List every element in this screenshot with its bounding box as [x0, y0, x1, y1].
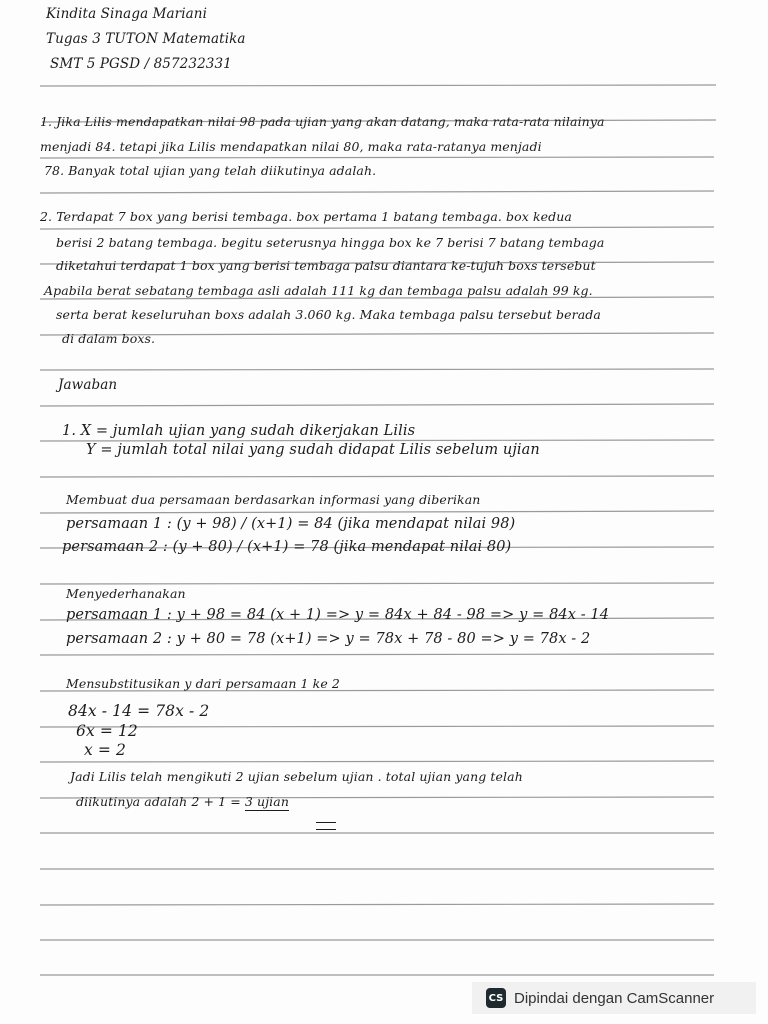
question-2-line-4: Apabila berat sebatang tembaga asli adalah 111 kg dan tembaga palsu adalah 99 kg.	[44, 283, 593, 298]
camscanner-text: Dipindai dengan CamScanner	[514, 989, 715, 1007]
semester-and-id: SMT 5 PGSD / 857232331	[50, 56, 232, 72]
question-2-line-1: 2. Terdapat 7 box yang berisi tembaga. box pertama 1 batang tembaga. box kedua	[40, 209, 572, 224]
question-1-line-3: 78. Banyak total ujian yang telah diikutinya adalah.	[44, 163, 377, 178]
simplify-equation-2: persamaan 2 : y + 80 = 78 (x+1) => y = 78x + 78 - 80 => y = 78x - 2	[66, 631, 591, 647]
substitute-heading: Mensubstitusikan y dari persamaan 1 ke 2	[66, 676, 340, 691]
conclusion-line-2	[76, 794, 289, 809]
question-2-line-6: di dalam boxs.	[62, 331, 156, 346]
double-underline-mark	[316, 822, 336, 830]
equation-1: persamaan 1 : (y + 98) / (x+1) = 84 (jika mendapat nilai 98)	[66, 516, 516, 532]
final-answer: 3 ujian	[244, 794, 289, 809]
simplify-equation-1: persamaan 1 : y + 98 = 84 (x + 1) => y = 84x + 84 - 98 => y = 84x - 14	[66, 607, 610, 623]
definition-y: Y = jumlah total nilai yang sudah didapat Lilis sebelum ujian	[86, 442, 540, 458]
substitute-step-2: 6x = 12	[76, 722, 138, 740]
substitute-step-3: x = 2	[84, 741, 126, 759]
question-2-line-2: berisi 2 batang tembaga. begitu seterusnya hingga box ke 7 berisi 7 batang tembaga	[56, 235, 605, 250]
question-1-line-2: menjadi 84. tetapi jika Lilis mendapatkan nilai 80, maka rata-ratanya menjadi	[40, 139, 542, 154]
question-2-line-5: serta berat keseluruhan boxs adalah 3.060 kg. Maka tembaga palsu tersebut berada	[56, 307, 601, 322]
substitute-step-1: 84x - 14 = 78x - 2	[68, 702, 210, 720]
question-2-line-3: diketahui terdapat 1 box yang berisi tembaga palsu diantara ke-tujuh boxs tersebut	[56, 258, 596, 273]
simplify-heading: Menyederhanakan	[66, 586, 186, 601]
conclusion-line-1: Jadi Lilis telah mengikuti 2 ujian sebelum ujian . total ujian yang telah	[70, 769, 523, 784]
equations-intro: Membuat dua persamaan berdasarkan informasi yang diberikan	[66, 492, 481, 507]
question-1-line-1: 1. Jika Lilis mendapatkan nilai 98 pada ujian yang akan datang, maka rata-rata nilainya	[40, 114, 605, 129]
definition-x: 1. X = jumlah ujian yang sudah dikerjakan Lilis	[62, 423, 416, 439]
camscanner-logo-icon: CS	[486, 988, 506, 1008]
answer-heading: Jawaban	[58, 377, 118, 393]
equation-2: persamaan 2 : (y + 80) / (x+1) = 78 (jika mendapat nilai 80)	[62, 539, 512, 555]
conclusion-text: diikutinya adalah 2 + 1 =	[76, 794, 245, 809]
assignment-title: Tugas 3 TUTON Matematika	[46, 31, 246, 47]
student-name: Kindita Sinaga Mariani	[46, 6, 208, 22]
camscanner-watermark	[472, 982, 756, 1014]
